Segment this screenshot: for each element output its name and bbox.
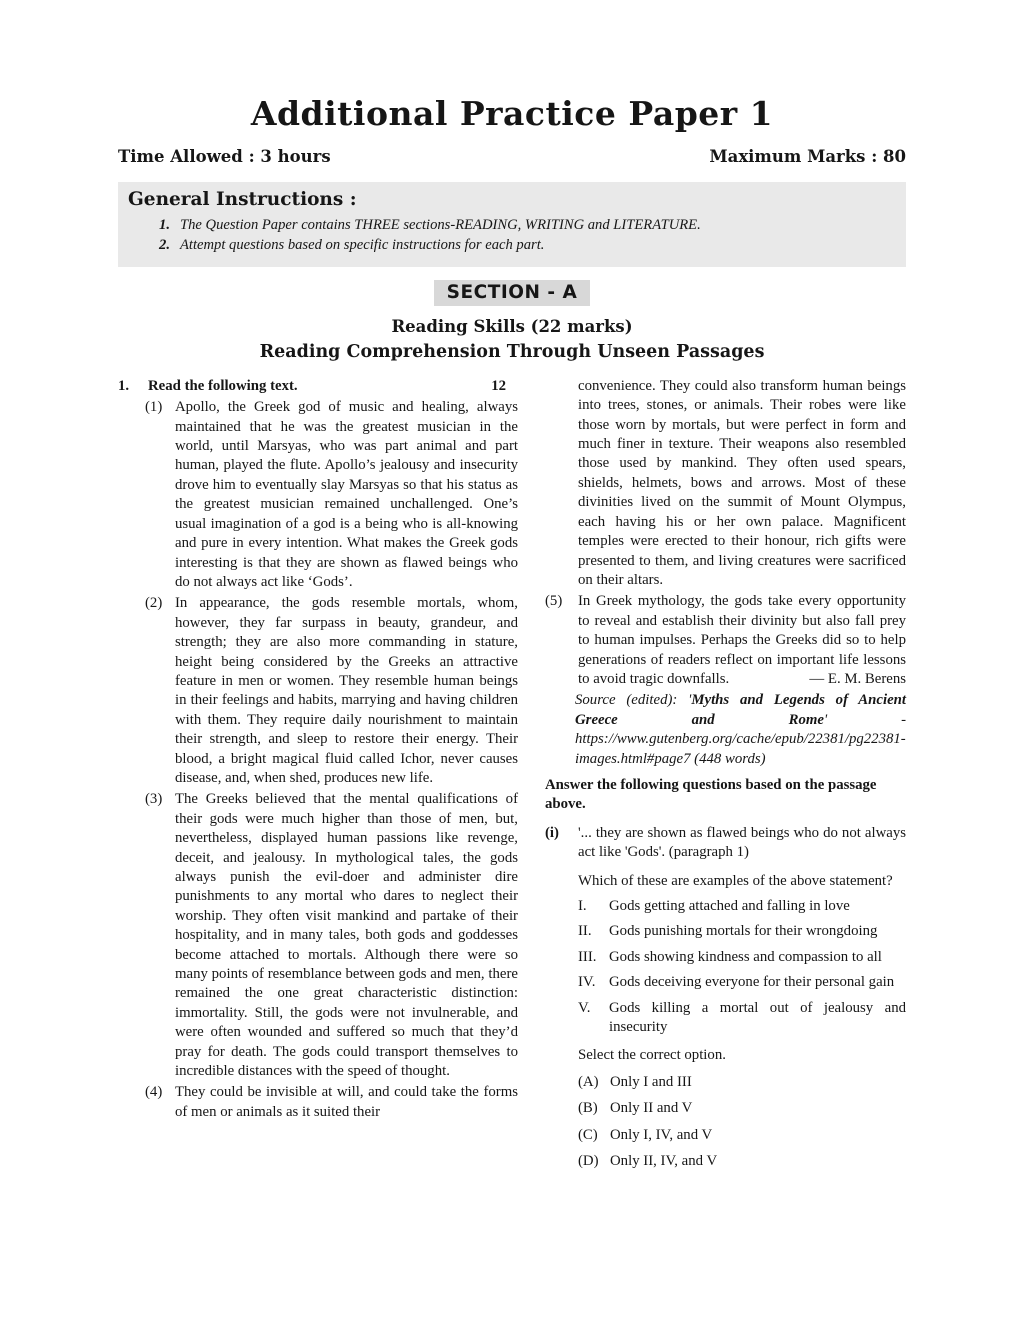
statement-text: Gods getting attached and falling in love — [609, 898, 850, 914]
question-header — [118, 377, 518, 396]
option-item — [578, 1099, 906, 1118]
section-subheading: Reading Comprehension Through Unseen Passages — [259, 341, 765, 362]
statement-item — [578, 948, 906, 967]
source-citation — [545, 691, 906, 769]
left-column — [118, 377, 518, 1172]
sub-question — [545, 824, 906, 1172]
general-instructions-list — [128, 215, 892, 256]
instruction-text: Attempt questions based on specific instructions for each part. — [180, 237, 545, 254]
question-number: 1. — [118, 377, 130, 394]
source-prefix: Source (edited): ' — [575, 692, 692, 709]
question-marks: 12 — [491, 377, 506, 394]
statement-item — [578, 922, 906, 941]
sub-question-content — [578, 824, 906, 1172]
page-title: Additional Practice Paper 1 — [250, 94, 774, 133]
statement-numeral: III. — [578, 948, 597, 965]
passage-paragraph — [118, 790, 518, 1081]
paragraph-number: (3) — [145, 791, 163, 808]
sub-question-quote: '... they are shown as flawed beings who do not always act like 'Gods'. (paragraph 1) — [578, 824, 906, 861]
paragraph-text-body: In Greek mythology, the gods take every opportunity to reveal and establish their divinity but also fall prey to human impulses. Perhaps the Greeks did so to help generations of readers reflect on important life lessons to avoid tragic downfalls. — [578, 593, 906, 687]
answer-instructions: Answer the following questions based on the passage above. — [545, 776, 877, 813]
maximum-marks-label: Maximum Marks : 80 — [709, 147, 906, 166]
paragraph-number: (1) — [145, 399, 163, 416]
option-item — [578, 1152, 906, 1171]
passage-paragraph — [118, 398, 518, 592]
instruction-item — [154, 215, 892, 235]
option-text: Only II, IV, and V — [610, 1153, 718, 1170]
passage-paragraph — [118, 1083, 518, 1122]
general-instructions-heading: General Instructions : — [128, 189, 357, 210]
statement-numeral: I. — [578, 898, 587, 914]
sub-question-text: Which of these are examples of the above statement? — [578, 872, 893, 889]
option-label: (D) — [578, 1153, 599, 1170]
instruction-number: 2. — [159, 237, 170, 254]
paragraph-text: The Greeks believed that the mental qualifications of their gods were much higher than those of men, but, nevertheless, displayed human passions like revenge, deceit, and jealousy. In mythological tales, the gods always punish the evil-doer and administer dire punishments to any mortal who dares to neglect their worship. They often visit mankind and partake of their hospitality, and in many tales, both gods and goddesses become attached to mortals. Although there were so many points of resemblance between gods and men, there remained the one great characteristic distinction: immortality. Still, the gods were not invulnerable, and were often wounded and suffered so much that they’d pray for death. The gods could transport themselves to incredible distances with the speed of thought. — [175, 791, 518, 1080]
option-item — [578, 1073, 906, 1092]
statement-item — [578, 999, 906, 1038]
instruction-text: The Question Paper contains THREE sections-READING, WRITING and LITERATURE. — [180, 217, 701, 233]
paragraph-number: (4) — [145, 1084, 163, 1101]
question-prompt: Read the following text. — [148, 377, 298, 394]
statement-text: Gods showing kindness and compassion to all — [609, 948, 882, 965]
sub-question-number: (i) — [545, 824, 559, 841]
paper-meta-row — [118, 147, 906, 166]
select-option-prompt: Select the correct option. — [578, 1047, 726, 1064]
option-label: (A) — [578, 1073, 599, 1090]
passage-columns — [118, 377, 906, 1172]
right-column — [545, 377, 906, 1172]
section-banner: SECTION - A — [434, 280, 591, 306]
statement-text: Gods punishing mortals for their wrongdoing — [609, 923, 878, 940]
paragraph-text — [578, 592, 906, 689]
paragraph-number: (2) — [145, 595, 163, 612]
statement-numeral: IV. — [578, 974, 596, 991]
author-attribution: — E. M. Berens — [809, 670, 906, 687]
paragraph-number: (5) — [545, 593, 563, 610]
time-allowed-label: Time Allowed : 3 hours — [118, 147, 331, 166]
statement-text: Gods killing a mortal out of jealousy and insecurity — [609, 999, 906, 1036]
statement-item — [578, 897, 906, 916]
paragraph-text: In appearance, the gods resemble mortals, whom, however, they far surpass in beauty, grandeur, and strength; they are also more commanding in stature, height being considered by the Greeks an attractive feature in men or women. They resemble human beings in their feelings and habits, marrying and having children with them. They require daily nourishment to maintain their strength, and sleep to restore their energy. Their blood, a bright magical fluid called Ichor, never causes disease, and, when shed, produces new life. — [175, 595, 518, 786]
option-text: Only II and V — [610, 1100, 693, 1117]
paragraph-text: They could be invisible at will, and could take the forms of men or animals as it suited their — [175, 1084, 518, 1120]
statement-item — [578, 973, 906, 992]
option-label: (B) — [578, 1100, 598, 1117]
statement-numeral: II. — [578, 923, 592, 940]
instruction-item — [154, 235, 892, 255]
source-title: Myths and Legends of Ancient Greece and Rome — [575, 692, 906, 728]
statement-text: Gods deceiving everyone for their personal gain — [609, 974, 895, 991]
paragraph-text: Apollo, the Greek god of music and healing, always maintained that he was the greatest musician in the world, until Marsyas, who was part animal and part human, played the flute. Apollo’s jealousy and insecurity drove him to eventually slay Marsyas so that his status as the greatest musician remained unchallenged. One’s usual imagination of a god is a being who is all-knowing and pure in every intention. What makes the Greek gods interesting is that they are shown as flawed beings who do not always act like ‘Gods’. — [175, 399, 518, 590]
instruction-number: 1. — [159, 217, 170, 233]
passage-paragraph — [118, 594, 518, 788]
statement-numeral: V. — [578, 999, 591, 1016]
option-text: Only I and III — [610, 1073, 692, 1090]
paragraph-continuation: convenience. They could also transform human beings into trees, stones, or animals. Their robes were like those worn by mortals, but were perfect in form and much finer in texture. Their weapons also resembled those used by mankind. They often used spears, shields, helmets, bows and arrows. Most of these divinities lived on the summit of Mount Olympus, each having his or her own palace. Magnificent temples were erected to their honour, rich gifts were presented to them, and living creatures were sacrificed on their altars. — [578, 377, 906, 588]
option-label: (C) — [578, 1126, 598, 1143]
option-text: Only I, IV, and V — [610, 1126, 713, 1143]
section-subtitle: Reading Skills (22 marks) — [391, 316, 633, 336]
general-instructions-box — [118, 182, 906, 267]
source-suffix: ' - https://www.gutenberg.org/cache/epub/22381/pg22381-images.html#page7 (448 words) — [575, 711, 906, 767]
option-item — [578, 1126, 906, 1145]
passage-paragraph — [545, 592, 906, 689]
section-banner-wrap — [118, 280, 906, 306]
